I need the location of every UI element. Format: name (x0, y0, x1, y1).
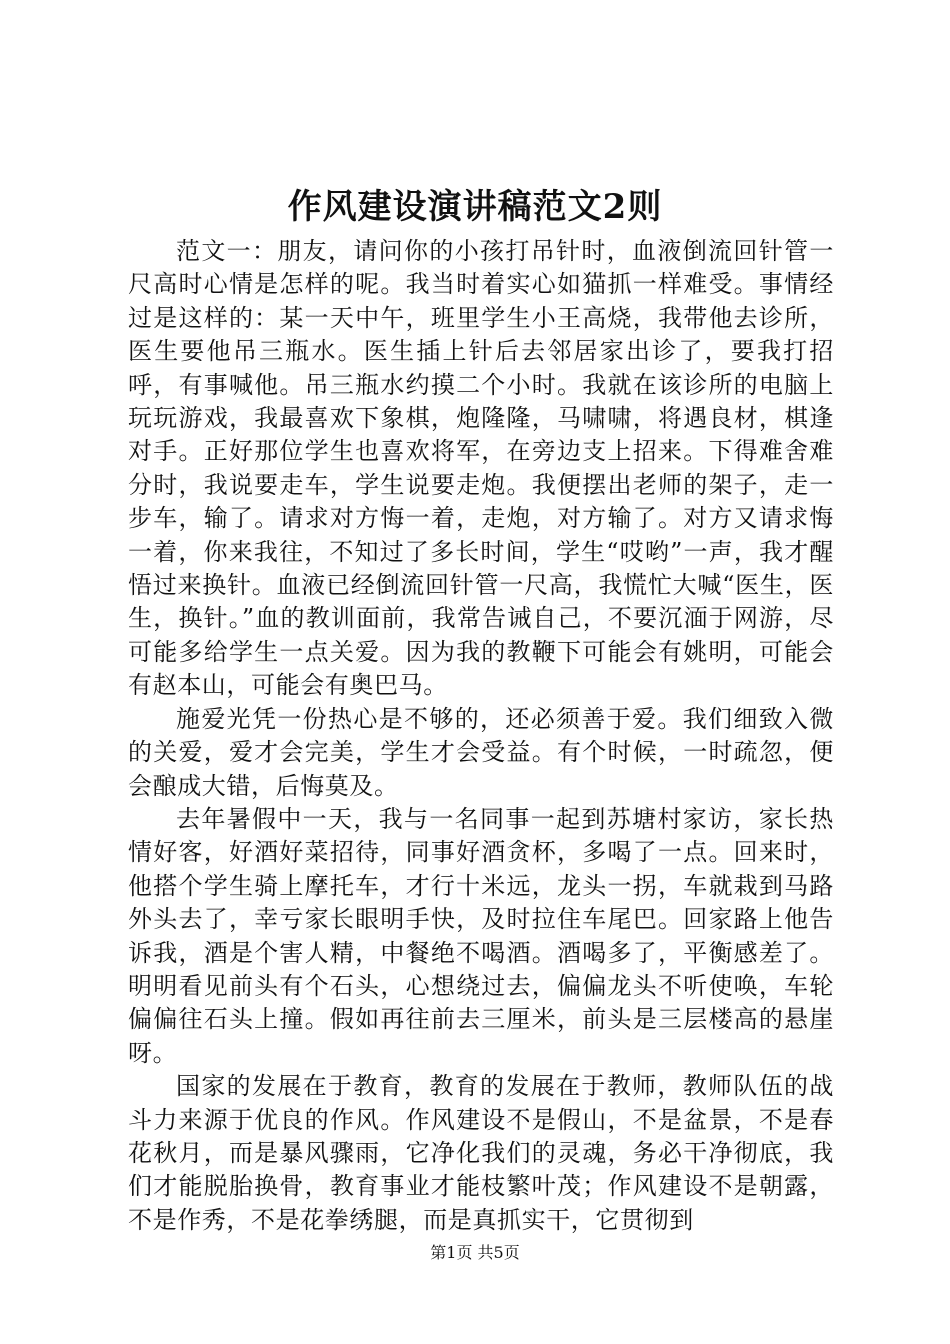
paragraph-4: 国家的发展在于教育，教育的发展在于教师，教师队伍的战斗力来源于优良的作风。作风建设不是假山，不是盆景，不是春花秋月，而是暴风骤雨，它净化我们的灵魂，务必干净彻底，我们才能脱胎换骨，教育事业才能枝繁叶茂；作风建设不是朝露，不是作秀，不是花拳绣腿，而是真抓实干，它贯彻到 (128, 1072, 834, 1234)
document-body (128, 235, 834, 1237)
document-title: 作风建设演讲稿范文2则 (287, 187, 663, 227)
paragraph-2: 施爱光凭一份热心是不够的，还必须善于爱。我们细致入微的关爱，爱才会完美，学生才会受益。有个时候，一时疏忽，便会酿成大错，后悔莫及。 (128, 704, 834, 800)
page-number-footer: 第1页 共5页 (430, 1243, 520, 1262)
paragraph-1: 范文一：朋友，请问你的小孩打吊针时，血液倒流回针管一尺高时心情是怎样的呢。我当时着实心如猫抓一样难受。事情经过是这样的：某一天中午，班里学生小王高烧，我带他去诊所，医生要他吊三瓶水。医生插上针后去邻居家出诊了，要我打招呼，有事喊他。吊三瓶水约摸二个小时。我就在该诊所的电脑上玩玩游戏，我最喜欢下象棋，炮隆隆，马啸啸，将遇良材，棋逢对手。正好那位学生也喜欢将军，在旁边支上招来。下得难舍难分时，我说要走车，学生说要走炮。我便摆出老师的架子，走一步车，输了。请求对方悔一着，走炮，对方输了。对方又请求悔一着，你来我往，不知过了多长时间，学生“哎哟”一声，我才醒悟过来换针。血液已经倒流回针管一尺高，我慌忙大喊“医生，医生，换针。”血的教训面前，我常告诫自己，不要沉湎于网游，尽可能多给学生一点关爱。因为我的教鞭下可能会有姚明，可能会有赵本山，可能会有奥巴马。 (128, 237, 834, 700)
paragraph-3: 去年暑假中一天，我与一名同事一起到苏塘村家访，家长热情好客，好酒好菜招待，同事好酒贪杯，多喝了一点。回来时，他搭个学生骑上摩托车，才行十米远，龙头一拐，车就栽到马路外头去了，幸亏家长眼明手快，及时拉住车尾巴。回家路上他告诉我，酒是个害人精，中餐绝不喝酒。酒喝多了，平衡感差了。明明看见前头有个石头，心想绕过去，偏偏龙头不听使唤，车轮偏偏往石头上撞。假如再往前去三厘米，前头是三层楼高的悬崖呀。 (128, 804, 834, 1067)
